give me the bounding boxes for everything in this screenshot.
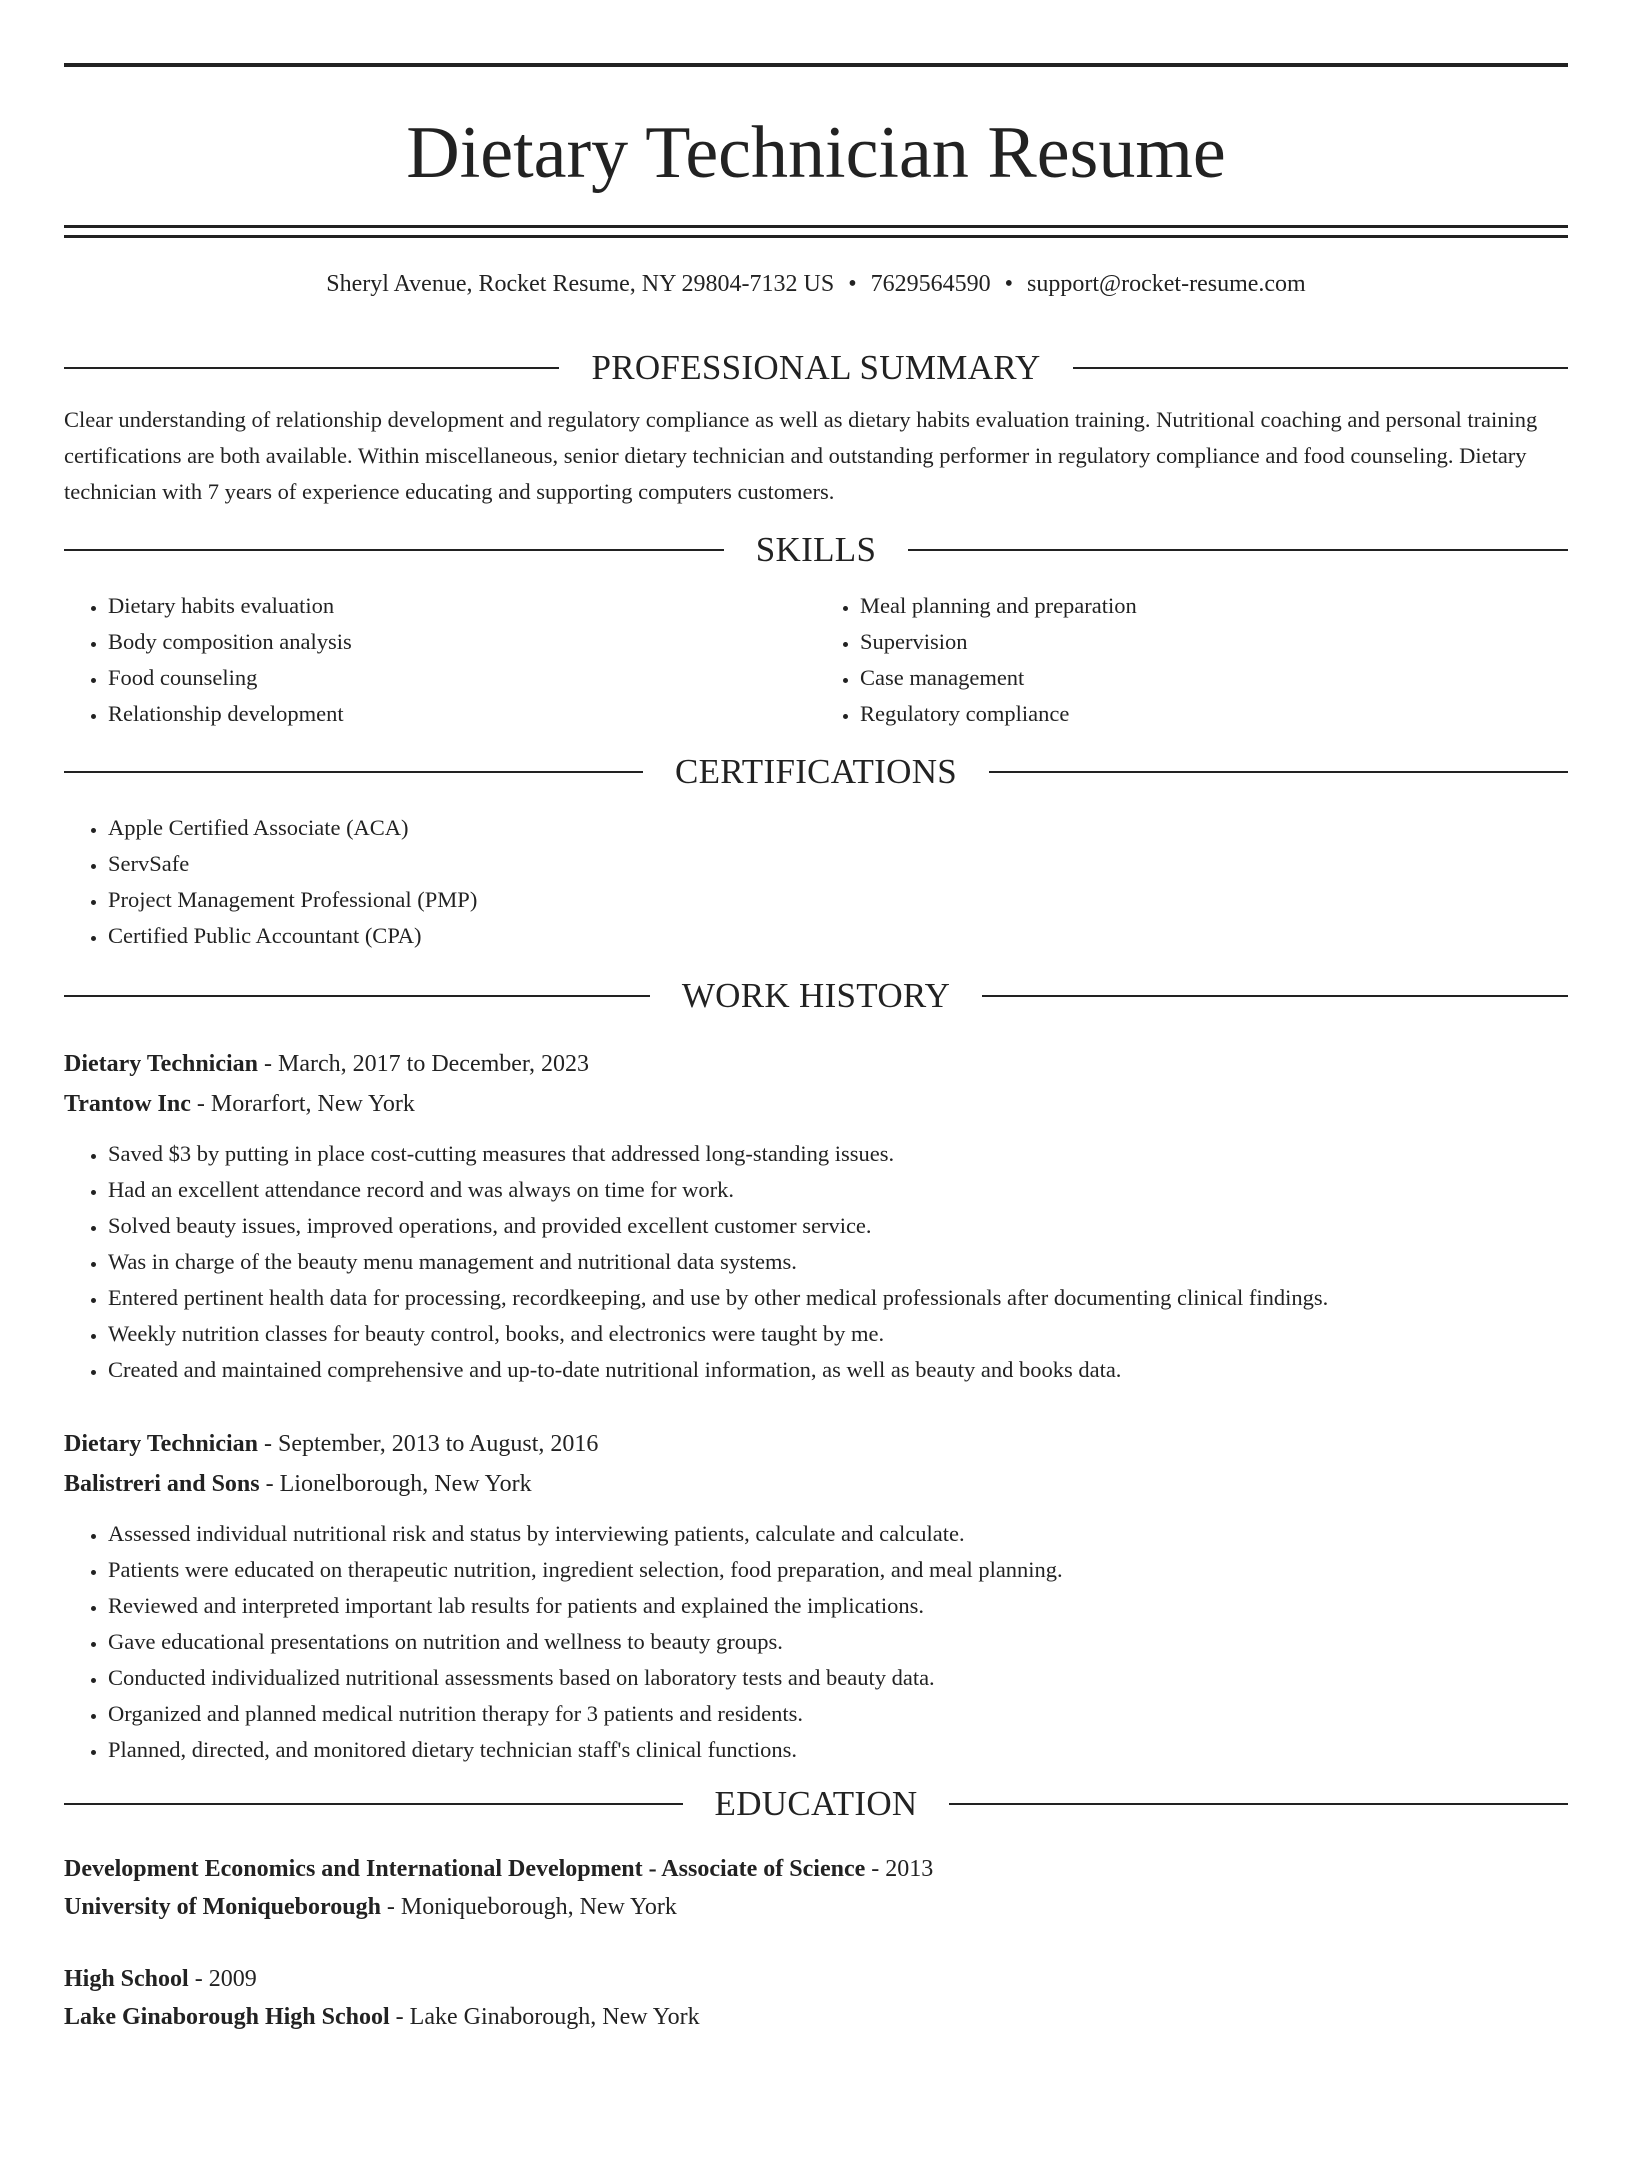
section-rule xyxy=(989,771,1568,773)
section-header-summary xyxy=(64,346,1568,390)
skills-column-right xyxy=(816,588,1568,732)
section-rule xyxy=(64,995,650,997)
job-bullet: • Assessed individual nutritional risk and status by interviewing patients, calculate and calculate. xyxy=(108,1516,1568,1552)
education-degree: Development Economics and International Development - Associate of Science xyxy=(64,1856,866,1882)
contact-address: Sheryl Avenue, Rocket Resume, NY 29804-7132 US xyxy=(326,271,835,297)
job-bullet: • Created and maintained comprehensive and up-to-date nutritional information, as well as beauty and books data. xyxy=(108,1352,1568,1388)
education-school: University of Moniqueborough xyxy=(64,1894,381,1920)
job-dates: March, 2017 to December, 2023 xyxy=(278,1051,589,1077)
contact-separator: • xyxy=(848,271,857,297)
skill-item: • Food counseling xyxy=(108,660,816,696)
education-entry xyxy=(64,1960,1568,2036)
skills-column-left xyxy=(64,588,816,732)
section-header-skills xyxy=(64,528,1568,572)
certification-item: • ServSafe xyxy=(108,846,1568,882)
skill-item: • Supervision xyxy=(860,624,1568,660)
job-bullet: • Entered pertinent health data for processing, recordkeeping, and use by other medical professionals after documenting clinical findings. xyxy=(108,1280,1568,1316)
section-title: SKILLS xyxy=(755,530,877,569)
job-entry xyxy=(64,1044,1568,1388)
job-title: Dietary Technician xyxy=(64,1051,259,1077)
education-school-line: Lake Ginaborough High School - Lake Ginaborough, New York xyxy=(64,2004,700,2030)
title-double-rule xyxy=(64,225,1568,238)
certification-item: • Project Management Professional (PMP) xyxy=(108,882,1568,918)
education-location: Moniqueborough, New York xyxy=(400,1894,677,1920)
section-title: PROFESSIONAL SUMMARY xyxy=(591,348,1041,387)
section-rule xyxy=(949,1803,1568,1805)
certification-item: • Certified Public Accountant (CPA) xyxy=(108,918,1568,954)
job-bullet: • Patients were educated on therapeutic nutrition, ingredient selection, food preparation, and meal planning. xyxy=(108,1552,1568,1588)
job-title-line: Dietary Technician - September, 2013 to August, 2016 xyxy=(64,1431,599,1457)
skill-item: • Dietary habits evaluation xyxy=(108,588,816,624)
section-rule xyxy=(982,995,1568,997)
contact-email: support@rocket-resume.com xyxy=(1027,271,1306,297)
certifications-list xyxy=(64,810,1568,954)
certification-item: • Apple Certified Associate (ACA) xyxy=(108,810,1568,846)
section-header-work-history xyxy=(64,974,1568,1018)
job-company: Trantow Inc xyxy=(64,1091,191,1117)
contact-phone: 7629564590 xyxy=(870,271,991,297)
education-degree: High School xyxy=(64,1966,189,1992)
education-location: Lake Ginaborough, New York xyxy=(409,2004,700,2030)
job-bullet: • Planned, directed, and monitored dietary technician staff's clinical functions. xyxy=(108,1732,1568,1768)
summary-text: Clear understanding of relationship development and regulatory compliance as well as dietary habits evaluation training. Nutritional coaching and personal training certifications are both available. Within miscellaneous, senior dietary technician and outstanding performer in regulatory compliance and food counseling. Dietary technician with 7 years of experience educating and supporting computers customers. xyxy=(64,407,1538,504)
job-bullet: • Gave educational presentations on nutrition and wellness to beauty groups. xyxy=(108,1624,1568,1660)
skill-item: • Meal planning and preparation xyxy=(860,588,1568,624)
section-rule xyxy=(908,549,1568,551)
resume-page xyxy=(0,63,1632,2175)
job-bullets xyxy=(64,1136,1568,1388)
job-location: Lionelborough, New York xyxy=(279,1471,532,1497)
section-title: EDUCATION xyxy=(714,1784,918,1823)
education-degree-line: Development Economics and International Development - Associate of Science - 2013 xyxy=(64,1856,934,1882)
job-entry xyxy=(64,1424,1568,1768)
job-bullet: • Conducted individualized nutritional assessments based on laboratory tests and beauty data. xyxy=(108,1660,1568,1696)
job-bullet: • Was in charge of the beauty menu management and nutritional data systems. xyxy=(108,1244,1568,1280)
job-title: Dietary Technician xyxy=(64,1431,259,1457)
section-rule xyxy=(1073,367,1568,369)
job-bullet: • Reviewed and interpreted important lab results for patients and explained the implications. xyxy=(108,1588,1568,1624)
job-title-line: Dietary Technician - March, 2017 to December, 2023 xyxy=(64,1051,589,1077)
job-bullet: • Weekly nutrition classes for beauty control, books, and electronics were taught by me. xyxy=(108,1316,1568,1352)
section-header-certifications xyxy=(64,750,1568,794)
skill-item: • Regulatory compliance xyxy=(860,696,1568,732)
job-bullet: • Had an excellent attendance record and was always on time for work. xyxy=(108,1172,1568,1208)
skill-item: • Case management xyxy=(860,660,1568,696)
job-bullets xyxy=(64,1516,1568,1768)
job-company-line: Trantow Inc - Morarfort, New York xyxy=(64,1091,415,1117)
contact-separator: • xyxy=(1004,271,1014,297)
education-school-line: University of Moniqueborough - Moniqueborough, New York xyxy=(64,1894,677,1920)
education-year: 2009 xyxy=(208,1966,257,1992)
job-dates: September, 2013 to August, 2016 xyxy=(278,1431,599,1457)
education-year: 2013 xyxy=(885,1856,934,1882)
section-header-education xyxy=(64,1782,1568,1826)
education-school: Lake Ginaborough High School xyxy=(64,2004,390,2030)
section-rule xyxy=(64,549,724,551)
section-title: CERTIFICATIONS xyxy=(674,752,958,791)
section-rule xyxy=(64,367,559,369)
skill-item: • Body composition analysis xyxy=(108,624,816,660)
section-rule xyxy=(64,771,643,773)
job-bullet: • Organized and planned medical nutrition therapy for 3 patients and residents. xyxy=(108,1696,1568,1732)
skills-list xyxy=(64,588,1568,732)
section-title: WORK HISTORY xyxy=(681,976,951,1015)
job-company: Balistreri and Sons xyxy=(64,1471,260,1497)
top-rule xyxy=(64,63,1568,67)
education-entry xyxy=(64,1850,1568,1926)
section-rule xyxy=(64,1803,683,1805)
job-bullet: • Saved $3 by putting in place cost-cutting measures that addressed long-standing issues. xyxy=(108,1136,1568,1172)
resume-title: Dietary Technician Resume xyxy=(406,112,1226,194)
job-location: Morarfort, New York xyxy=(210,1091,415,1117)
skill-item: • Relationship development xyxy=(108,696,816,732)
education-degree-line: High School - 2009 xyxy=(64,1966,257,1992)
contact-line xyxy=(64,268,1568,300)
job-bullet: • Solved beauty issues, improved operations, and provided excellent customer service. xyxy=(108,1208,1568,1244)
job-company-line: Balistreri and Sons - Lionelborough, New York xyxy=(64,1471,532,1497)
